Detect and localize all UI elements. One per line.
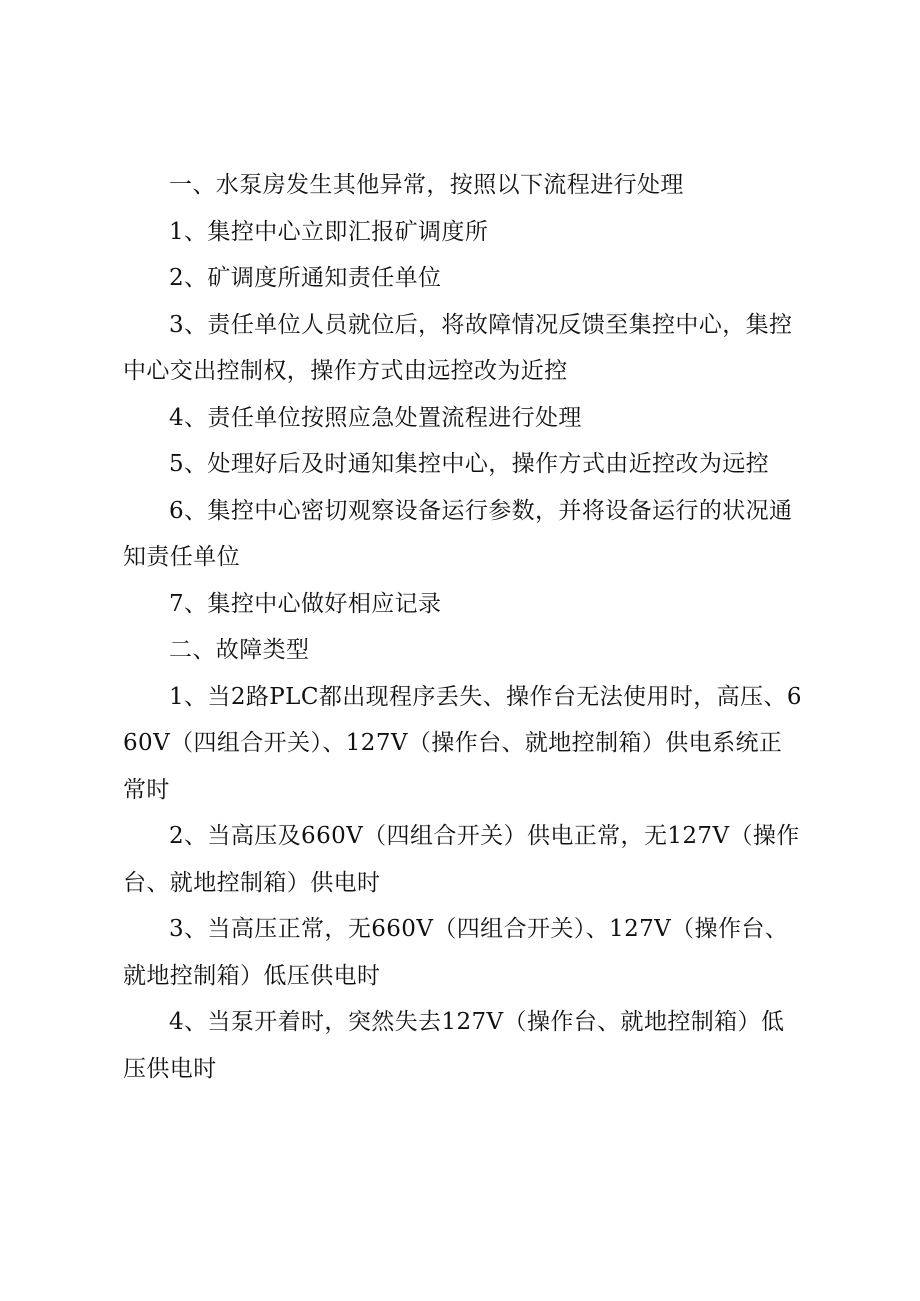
section-heading-abnormal-handling: 一、水泵房发生其他异常，按照以下流程进行处理 [169,172,684,198]
fault-type-3: 3、当高压正常，无660V（四组合开关）、127V（操作台、就地控制箱）低压供电时 [123,916,789,989]
step-7: 7、集控中心做好相应记录 [169,590,442,617]
step-1: 1、集控中心立即汇报矿调度所 [169,218,489,245]
fault-type-1: 1、当2路PLC都出现程序丢失、操作台无法使用时，高压、660V（四组合开关）、127V（操作台、就地控制箱）供电系统正常时 [123,683,802,803]
step-5: 5、处理好后及时通知集控中心，操作方式由近控改为远控 [169,451,770,477]
document-body [123,162,803,1092]
step-6: 6、集控中心密切观察设备运行参数，并将设备运行的状况通知责任单位 [123,497,793,570]
step-4: 4、责任单位按照应急处置流程进行处理 [169,404,582,431]
fault-type-4: 4、当泵开着时，突然失去127V（操作台、就地控制箱）低压供电时 [123,1009,785,1082]
step-2: 2、矿调度所通知责任单位 [169,265,442,291]
step-3: 3、责任单位人员就位后，将故障情况反馈至集控中心，集控中心交出控制权，操作方式由远控改为近控 [123,311,793,384]
section-heading-fault-types: 二、故障类型 [169,637,310,663]
fault-type-2: 2、当高压及660V（四组合开关）供电正常，无127V（操作台、就地控制箱）供电时 [123,823,800,896]
